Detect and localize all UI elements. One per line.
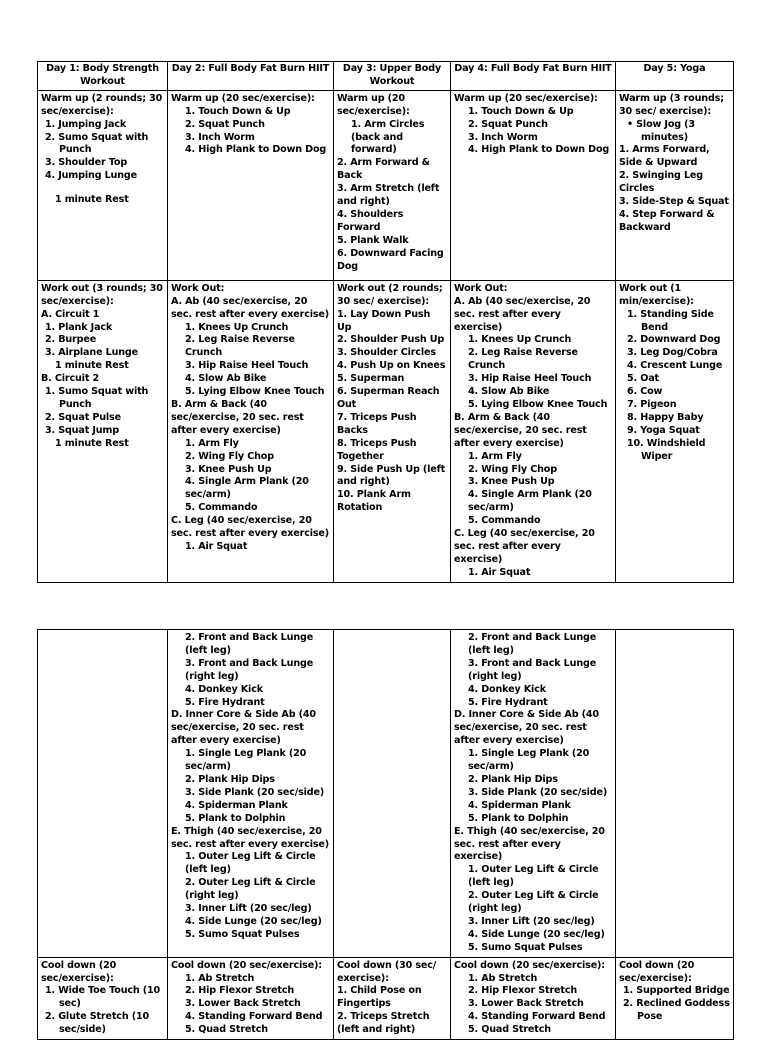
workout-day5-item: 3. Leg Dog/Cobra: [627, 347, 718, 359]
workout-day3-item: 9. Side Push Up (left and right): [337, 463, 446, 488]
warmup-day3-item: 5. Plank Walk: [337, 234, 409, 246]
continued-day3: [334, 630, 451, 958]
leg-item: 2. Front and Back Lunge (left leg): [468, 632, 597, 656]
warmup-day1-item: 4. Jumping Lunge: [45, 170, 137, 182]
workout-day3: [334, 280, 451, 582]
section-d-title: D. Inner Core & Side Ab (40 sec/exercise, 20 sec. rest after every exercise): [454, 709, 599, 747]
cooldown-day4-item: 4. Standing Forward Bend: [468, 1011, 606, 1023]
workout-day2-item: 2. Leg Raise Reverse Crunch: [185, 334, 295, 359]
workout-day4-item: 3. Knee Push Up: [468, 476, 555, 488]
workout-day5-item: 10. Windshield Wiper: [627, 437, 706, 462]
warmup-day1-rest: 1 minute Rest: [55, 194, 129, 206]
workout-day4-item: 5. Lying Elbow Knee Touch: [468, 398, 608, 410]
warmup-day3: [334, 90, 451, 280]
workout-day3-item: 1. Lay Down Push Up: [337, 308, 431, 333]
warmup-day5: [616, 90, 734, 280]
workout-day4-item: 1. Knees Up Crunch: [468, 334, 572, 346]
warmup-day4-item: 4. High Plank to Down Dog: [468, 144, 610, 156]
cooldown-day1: [38, 957, 168, 1039]
core-item: 1. Single Leg Plank (20 sec/arm): [185, 748, 307, 773]
cooldown-day2-item: 3. Lower Back Stretch: [185, 998, 301, 1010]
workout-plan-table-top: [37, 61, 734, 583]
workout-day3-title: Work out (2 rounds; 30 sec/ exercise):: [337, 282, 443, 307]
workout-day2-item: 2. Wing Fly Chop: [185, 450, 274, 462]
warmup-day3-item: 6. Downward Facing Dog: [337, 247, 444, 272]
warmup-day4-item: 1. Touch Down & Up: [468, 105, 574, 117]
warmup-day2: [168, 90, 334, 280]
warmup-day5-item: 3. Side-Step & Squat: [619, 196, 729, 208]
thigh-item: 5. Sumo Squat Pulses: [185, 928, 300, 940]
cooldown-day3-item: 1. Child Pose on Fingertips: [337, 985, 422, 1010]
leg-item: 4. Donkey Kick: [185, 683, 263, 695]
thigh-item: 3. Inner Lift (20 sec/leg): [185, 903, 312, 915]
cooldown-day3: [334, 957, 451, 1039]
workout-day1-circuit-b: B. Circuit 2: [41, 373, 99, 385]
workout-day2-section-b: B. Arm & Back (40 sec/exercise, 20 sec. rest after every exercise): [171, 398, 304, 436]
warmup-row: [38, 90, 734, 280]
cooldown-day2-item: 2. Hip Flexor Stretch: [185, 985, 295, 997]
workout-day4-item: 4. Single Arm Plank (20 sec/arm): [468, 489, 592, 514]
cooldown-day1-title: Cool down (20 sec/exercise):: [41, 959, 117, 984]
warmup-day3-item: 1. Arm Circles (back and forward): [351, 118, 425, 156]
cooldown-day2-title: Cool down (20 sec/exercise):: [171, 959, 322, 971]
workout-day1: [38, 280, 168, 582]
workout-day2-item: 1. Arm Fly: [185, 437, 239, 449]
warmup-day4: [451, 90, 616, 280]
workout-day4-title: Work Out:: [454, 282, 508, 294]
warmup-day5-item: 2. Swinging Leg Circles: [619, 170, 703, 195]
workout-day2: [168, 280, 334, 582]
continued-day5: [616, 630, 734, 958]
header-day4: Day 4: Full Body Fat Burn HIIT: [451, 62, 616, 91]
workout-day4-item: 3. Hip Raise Heel Touch: [468, 373, 592, 385]
workout-day5-item: 9. Yoga Squat: [627, 424, 700, 436]
cooldown-day5-item: 1. Supported Bridge: [623, 985, 730, 997]
warmup-day4-item: 3. Inch Worm: [468, 131, 538, 143]
cooldown-day4-item: 5. Quad Stretch: [468, 1024, 551, 1036]
warmup-day5-item: 4. Step Forward & Backward: [619, 208, 715, 233]
workout-day4-item: 4. Slow Ab Bike: [468, 386, 550, 398]
header-day1: Day 1: Body Strength Workout: [38, 62, 168, 91]
workout-day1-rest: 1 minute Rest: [55, 360, 129, 372]
header-day3: Day 3: Upper Body Workout: [334, 62, 451, 91]
workout-day2-item: 4. Slow Ab Bike: [185, 373, 267, 385]
workout-plan-table-continued: [37, 629, 734, 1040]
leg-item: 4. Donkey Kick: [468, 683, 546, 695]
workout-day4-section-b: B. Arm & Back (40 sec/exercise, 20 sec. rest after every exercise): [454, 411, 587, 449]
leg-item: 5. Fire Hydrant: [468, 696, 548, 708]
workout-day2-item: 5. Commando: [185, 502, 258, 514]
continued-row: [38, 630, 734, 958]
workout-day1-title: Work out (3 rounds; 30 sec/exercise):: [41, 282, 163, 307]
workout-day2-item: 3. Knee Push Up: [185, 463, 272, 475]
workout-day5-item: 4. Crescent Lunge: [627, 360, 723, 372]
cooldown-day2-item: 4. Standing Forward Bend: [185, 1011, 323, 1023]
workout-day5-title: Work out (1 min/exercise):: [619, 282, 694, 307]
cooldown-day2-item: 5. Quad Stretch: [185, 1024, 268, 1036]
warmup-day5-item: 1. Arms Forward, Side & Upward: [619, 144, 710, 169]
workout-day2-item: 4. Single Arm Plank (20 sec/arm): [185, 476, 309, 501]
workout-row: [38, 280, 734, 582]
workout-day4-item: 2. Leg Raise Reverse Crunch: [468, 347, 578, 372]
workout-day3-item: 6. Superman Reach Out: [337, 386, 440, 410]
warmup-day2-item: 1. Touch Down & Up: [185, 105, 291, 117]
cooldown-day3-item: 2. Triceps Stretch (left and right): [337, 1011, 430, 1036]
cooldown-day4-title: Cool down (20 sec/exercise):: [454, 959, 605, 971]
section-e-title: E. Thigh (40 sec/exercise, 20 sec. rest after every exercise): [171, 825, 330, 850]
workout-day2-item: 3. Hip Raise Heel Touch: [185, 360, 309, 372]
core-item: 2. Plank Hip Dips: [185, 773, 275, 785]
header-row: [38, 62, 734, 91]
workout-day3-item: 8. Triceps Push Together: [337, 437, 417, 462]
warmup-day1-item: 3. Shoulder Top: [45, 157, 128, 169]
thigh-item: 2. Outer Leg Lift & Circle (right leg): [185, 877, 316, 902]
workout-day1-item: 3. Squat Jump: [45, 424, 119, 436]
core-item: 3. Side Plank (20 sec/side): [185, 786, 325, 798]
cooldown-day2-item: 1. Ab Stretch: [185, 972, 255, 984]
workout-day3-item: 7. Triceps Push Backs: [337, 411, 417, 436]
core-item: 5. Plank to Dolphin: [468, 812, 569, 824]
warmup-day1-item: 2. Sumo Squat with Punch: [45, 131, 149, 156]
header-day2: Day 2: Full Body Fat Burn HIIT: [168, 62, 334, 91]
workout-day2-section-c: C. Leg (40 sec/exercise, 20 sec. rest after every exercise): [171, 515, 330, 540]
workout-day3-item: 2. Shoulder Push Up: [337, 334, 445, 346]
warmup-day3-item: 4. Shoulders Forward: [337, 208, 404, 233]
workout-day4-item: 5. Commando: [468, 515, 541, 527]
core-item: 1. Single Leg Plank (20 sec/arm): [468, 748, 590, 773]
warmup-day3-title: Warm up (20 sec/exercise):: [337, 92, 410, 117]
cooldown-day2: [168, 957, 334, 1039]
cooldown-day5: [616, 957, 734, 1039]
continued-day1: [38, 630, 168, 958]
warmup-day2-item: 4. High Plank to Down Dog: [185, 144, 327, 156]
workout-day5-item: 7. Pigeon: [627, 398, 677, 410]
warmup-day5-bullet: • Slow Jog (3 minutes): [627, 118, 695, 143]
workout-day1-item: 2. Burpee: [45, 334, 97, 346]
cooldown-day4-item: 1. Ab Stretch: [468, 972, 538, 984]
workout-day2-item: 1. Air Squat: [185, 540, 248, 552]
continued-day2: [168, 630, 334, 958]
core-item: 3. Side Plank (20 sec/side): [468, 786, 608, 798]
warmup-day5-title: Warm up (3 rounds; 30 sec/ exercise):: [619, 92, 724, 117]
workout-day5-item: 1. Standing Side Bend: [627, 308, 714, 333]
workout-day4-item: 1. Arm Fly: [468, 450, 522, 462]
warmup-day2-title: Warm up (20 sec/exercise):: [171, 92, 315, 104]
core-item: 2. Plank Hip Dips: [468, 773, 558, 785]
workout-day1-item: 3. Airplane Lunge: [45, 347, 139, 359]
cooldown-day5-title: Cool down (20 sec/exercise):: [619, 959, 695, 984]
header-day5: Day 5: Yoga: [616, 62, 734, 91]
workout-day1-item: 2. Squat Pulse: [45, 411, 121, 423]
thigh-item: 5. Sumo Squat Pulses: [468, 941, 583, 953]
core-item: 4. Spiderman Plank: [185, 799, 288, 811]
workout-day1-item: 1. Plank Jack: [45, 321, 113, 333]
workout-day1-item: 1. Sumo Squat with Punch: [45, 386, 149, 410]
leg-item: 3. Front and Back Lunge (right leg): [185, 657, 314, 682]
section-d-title: D. Inner Core & Side Ab (40 sec/exercise, 20 sec. rest after every exercise): [171, 709, 316, 747]
workout-day3-item: 10. Plank Arm Rotation: [337, 489, 411, 514]
thigh-item: 1. Outer Leg Lift & Circle (left leg): [185, 851, 316, 876]
cooldown-day5-item: 2. Reclined Goddess Pose: [623, 998, 730, 1023]
cooldown-row: [38, 957, 734, 1039]
workout-day2-section-a: A. Ab (40 sec/exercise, 20 sec. rest after every exercise): [171, 295, 330, 320]
core-item: 5. Plank to Dolphin: [185, 812, 286, 824]
workout-day5: [616, 280, 734, 582]
workout-day2-title: Work Out:: [171, 282, 225, 294]
workout-day5-item: 2. Downward Dog: [627, 334, 721, 346]
warmup-day4-item: 2. Squat Punch: [468, 118, 548, 130]
thigh-item: 1. Outer Leg Lift & Circle (left leg): [468, 864, 599, 889]
workout-day5-item: 6. Cow: [627, 386, 663, 398]
leg-item: 5. Fire Hydrant: [185, 696, 265, 708]
warmup-day2-item: 3. Inch Worm: [185, 131, 255, 143]
cooldown-day3-title: Cool down (30 sec/ exercise):: [337, 959, 437, 984]
thigh-item: 3. Inner Lift (20 sec/leg): [468, 915, 595, 927]
workout-day3-item: 4. Push Up on Knees: [337, 360, 446, 372]
thigh-item: 4. Side Lunge (20 sec/leg): [185, 915, 322, 927]
workout-day2-item: 1. Knees Up Crunch: [185, 321, 289, 333]
warmup-day2-item: 2. Squat Punch: [185, 118, 265, 130]
thigh-item: 2. Outer Leg Lift & Circle (right leg): [468, 890, 599, 915]
cooldown-day4-item: 2. Hip Flexor Stretch: [468, 985, 578, 997]
cooldown-day1-item: 1. Wide Toe Touch (10 sec): [45, 985, 161, 1010]
workout-day3-item: 3. Shoulder Circles: [337, 347, 436, 359]
continued-day4: [451, 630, 616, 958]
workout-day1-rest: 1 minute Rest: [55, 437, 129, 449]
workout-day3-item: 5. Superman: [337, 373, 405, 385]
workout-day4-section-a: A. Ab (40 sec/exercise, 20 sec. rest after every exercise): [454, 295, 591, 333]
workout-day5-item: 5. Oat: [627, 373, 659, 385]
workout-day4-item: 1. Air Squat: [468, 566, 531, 578]
workout-day1-circuit-a: A. Circuit 1: [41, 308, 100, 320]
warmup-day3-item: 3. Arm Stretch (left and right): [337, 183, 440, 208]
workout-day4-item: 2. Wing Fly Chop: [468, 463, 557, 475]
section-e-title: E. Thigh (40 sec/exercise, 20 sec. rest after every exercise): [454, 825, 605, 863]
warmup-day4-title: Warm up (20 sec/exercise):: [454, 92, 598, 104]
warmup-day1: [38, 90, 168, 280]
core-item: 4. Spiderman Plank: [468, 799, 571, 811]
warmup-day1-item: 1. Jumping Jack: [45, 118, 127, 130]
cooldown-day4-item: 3. Lower Back Stretch: [468, 998, 584, 1010]
cooldown-day1-item: 2. Glute Stretch (10 sec/side): [45, 1011, 149, 1036]
workout-day5-item: 8. Happy Baby: [627, 411, 704, 423]
thigh-item: 4. Side Lunge (20 sec/leg): [468, 928, 605, 940]
warmup-day1-title: Warm up (2 rounds; 30 sec/exercise):: [41, 92, 163, 117]
workout-day2-item: 5. Lying Elbow Knee Touch: [185, 386, 325, 398]
cooldown-day4: [451, 957, 616, 1039]
warmup-day3-item: 2. Arm Forward & Back: [337, 157, 430, 182]
leg-item: 2. Front and Back Lunge (left leg): [185, 632, 314, 656]
workout-day4: [451, 280, 616, 582]
leg-item: 3. Front and Back Lunge (right leg): [468, 657, 597, 682]
workout-day4-section-c: C. Leg (40 sec/exercise, 20 sec. rest after every exercise): [454, 528, 595, 565]
